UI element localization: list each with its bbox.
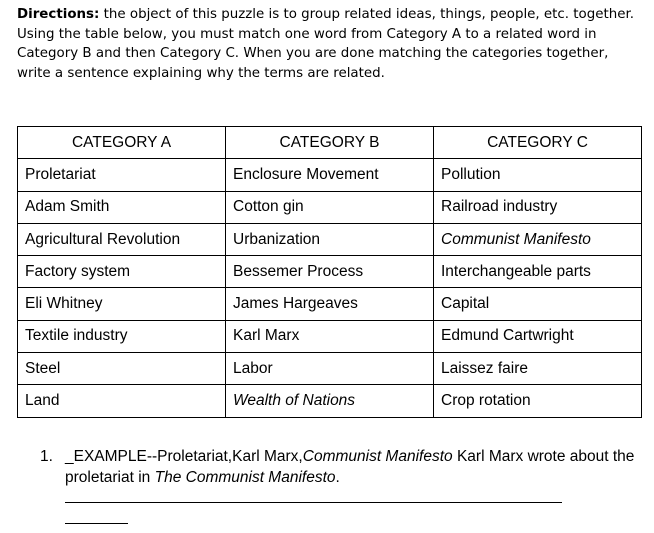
table-cell: Edmund Cartwright	[434, 320, 642, 352]
table-cell: Textile industry	[18, 320, 226, 352]
answer-prefix: _EXAMPLE--Proletariat,Karl Marx,	[65, 448, 303, 465]
table-cell: Crop rotation	[434, 385, 642, 417]
categories-table	[17, 126, 642, 418]
table-row	[18, 223, 642, 255]
answer-prefix-italic: Communist Manifesto	[302, 448, 453, 465]
table-cell: Cotton gin	[226, 191, 434, 223]
answer-item	[65, 446, 636, 530]
table-cell: Bessemer Process	[226, 256, 434, 288]
table-cell: Laissez faire	[434, 353, 642, 385]
table-row	[18, 320, 642, 352]
table-row	[18, 256, 642, 288]
table-row	[18, 159, 642, 191]
table-row	[18, 288, 642, 320]
table-row	[18, 385, 642, 417]
header-category-a: CATEGORY A	[18, 127, 226, 159]
table-cell: Labor	[226, 353, 434, 385]
table-cell: Interchangeable parts	[434, 256, 642, 288]
table-cell: Agricultural Revolution	[18, 223, 226, 255]
answer-book-title: The Communist Manifesto	[154, 469, 336, 486]
header-category-c: CATEGORY C	[434, 127, 642, 159]
table-cell: Land	[18, 385, 226, 417]
table-row	[18, 353, 642, 385]
table-cell: Steel	[18, 353, 226, 385]
answer-blank-line	[65, 522, 128, 524]
table-cell: Factory system	[18, 256, 226, 288]
answer-number: 1.	[40, 448, 53, 465]
table-cell: Communist Manifesto	[434, 223, 642, 255]
directions-paragraph	[17, 5, 643, 83]
directions-label: Directions:	[17, 7, 100, 22]
table-cell: Urbanization	[226, 223, 434, 255]
table-cell: Eli Whitney	[18, 288, 226, 320]
directions-text: the object of this puzzle is to group related ideas, things, people, etc. together. Using the table below, you must match one word from Category A to a related word in Category B and then Category C. When you are done matching the categories together, write a sentence explaining why the terms are related.	[17, 7, 634, 81]
table-cell: James Hargeaves	[226, 288, 434, 320]
answer-mid: Karl Marx wrote about the proletariat in	[65, 448, 635, 486]
table-cell: Karl Marx	[226, 320, 434, 352]
answer-blank-line	[65, 501, 562, 503]
table-cell: Enclosure Movement	[226, 159, 434, 191]
table-row	[18, 191, 642, 223]
table-cell: Adam Smith	[18, 191, 226, 223]
table-header-row	[18, 127, 642, 159]
table-cell: Proletariat	[18, 159, 226, 191]
table-cell: Capital	[434, 288, 642, 320]
table-cell: Railroad industry	[434, 191, 642, 223]
table-cell: Wealth of Nations	[226, 385, 434, 417]
table-cell: Pollution	[434, 159, 642, 191]
answer-end: .	[335, 469, 340, 486]
header-category-b: CATEGORY B	[226, 127, 434, 159]
answer-list	[40, 446, 636, 530]
